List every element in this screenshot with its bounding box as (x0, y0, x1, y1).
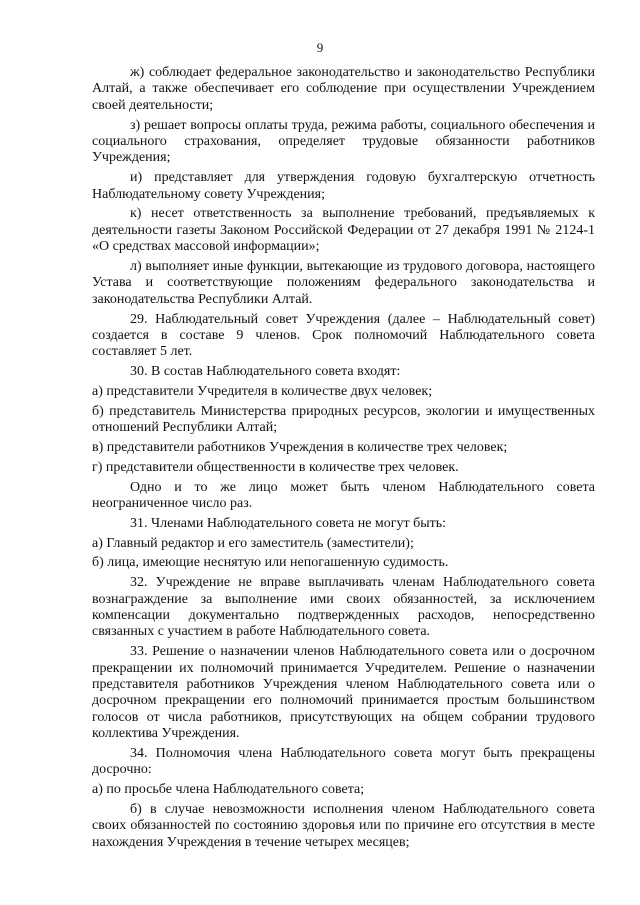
paragraph-30: 30. В состав Наблюдательного совета входят: (130, 364, 401, 380)
paragraph-28-i: и) представляет для утверждения годовую бухгалтерскую отчетность Наблюдательному совету Учреждения; (92, 170, 595, 202)
paragraph-34-a: а) по просьбе члена Наблюдательного совета; (92, 782, 365, 798)
paragraph-32: 32. Учреждение не вправе выплачивать членам Наблюдательного совета вознаграждение за выполнение ими своих обязанностей, за исключением компенсации документально подтвержденных расходов, непосредственно связанных с участием в работе Наблюдательного совета. (92, 575, 595, 640)
paragraph-30-a: а) представители Учредителя в количестве двух человек; (92, 384, 433, 400)
paragraph-31: 31. Членами Наблюдательного совета не могут быть: (130, 515, 447, 531)
paragraph-30-b: б) представитель Министерства природных ресурсов, экологии и имущественных отношений Республики Алтай; (92, 403, 595, 436)
paragraph-28-k: к) несет ответственность за выполнение требований, предъявляемых к деятельности газеты Законом Российской Федерации от 27 декабря 1991 № 2124-1 «О средствах массовой информации»; (92, 206, 595, 255)
paragraph-30-g: г) представители общественности в количестве трех человек. (92, 459, 459, 475)
page-number: 9 (316, 40, 324, 55)
document-body (92, 65, 595, 855)
paragraph-34: 34. Полномочия члена Наблюдательного совета могут быть прекращены досрочно: (92, 746, 595, 778)
paragraph-30-v: в) представители работников Учреждения в количестве трех человек; (92, 440, 508, 456)
paragraph-30-note: Одно и то же лицо может быть членом Наблюдательного совета неограниченное число раз. (92, 479, 595, 512)
paragraph-29: 29. Наблюдательный совет Учреждения (далее – Наблюдательный совет) создается в составе 9 членов. Срок полномочий Наблюдательного совета составляет 5 лет. (92, 311, 595, 360)
paragraph-31-b: б) лица, имеющие неснятую или непогашенную судимость. (92, 555, 449, 571)
paragraph-33: 33. Решение о назначении членов Наблюдательного совета или о досрочном прекращении их полномочий принимается Учредителем. Решение о назначении представителя работников Учреждения членом Наблюдательного совета или о досрочном прекращении его полномочий принимается простым большинством голосов от числа работников, присутствующих на общем собрании трудового коллектива Учреждения. (92, 644, 595, 742)
paragraph-28-l: л) выполняет иные функции, вытекающие из трудового договора, настоящего Устава и соответствующие положениям федерального законодательства и законодательства Республики Алтай. (92, 259, 595, 307)
paragraph-34-b: б) в случае невозможности исполнения членом Наблюдательного совета своих обязанностей по состоянию здоровья или по причине его отсутствия в месте нахождения Учреждения в течение четырех месяцев; (92, 802, 595, 850)
paragraph-28-zh: ж) соблюдает федеральное законодательство и законодательство Республики Алтай, а также обеспечивает его соблюдение при осуществлении Учреждением своей деятельности; (92, 65, 595, 113)
paragraph-28-z: з) решает вопросы оплаты труда, режима работы, социального обеспечения и социального страхования, определяет трудовые обязанности работников Учреждения; (92, 117, 595, 166)
paragraph-31-a: а) Главный редактор и его заместитель (заместители); (92, 535, 414, 551)
